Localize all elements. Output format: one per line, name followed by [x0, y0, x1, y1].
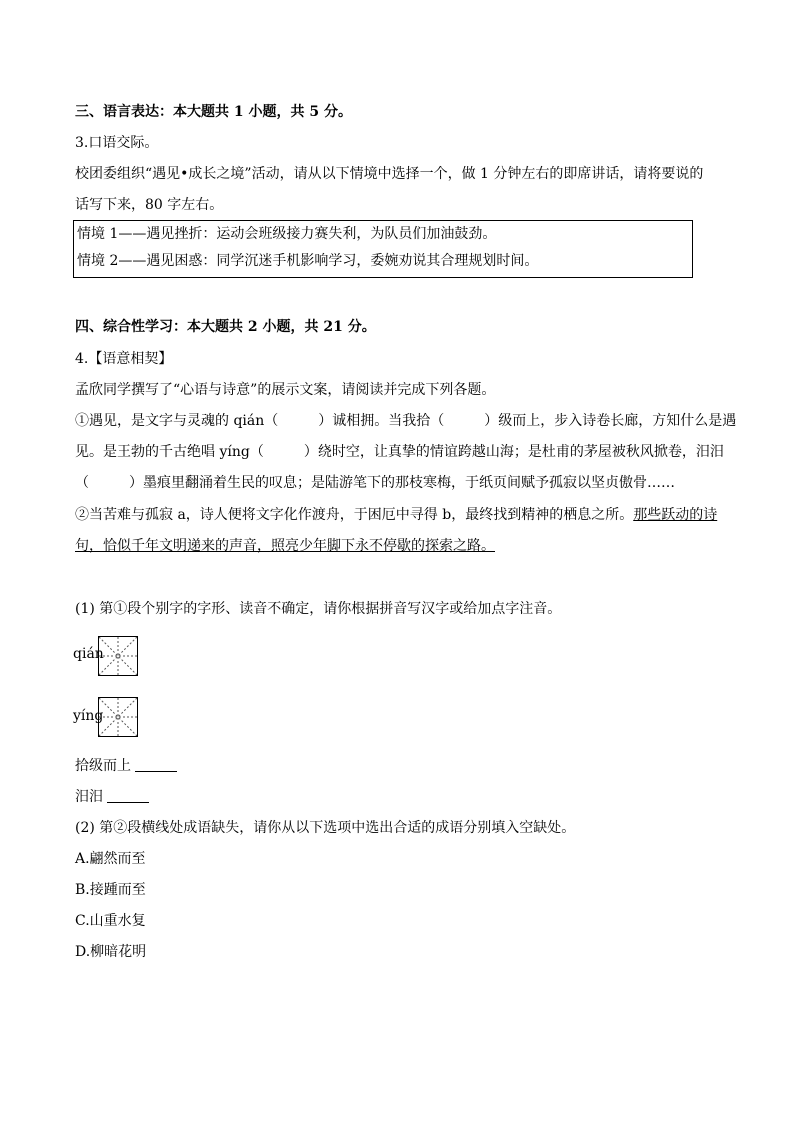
- p1-part-a: ①遇见，是文字与灵魂的 qián（: [75, 413, 279, 429]
- p2-underlined-sentence-start: 那些跃动的诗: [633, 507, 718, 523]
- question-4-intro: 孟欣同学撰写了“心语与诗意”的展示文案，请阅读并完成下列各题。: [75, 382, 496, 398]
- question-3-intro-line-1: 校团委组织“遇见•成长之境”活动，请从以下情境中选择一个，做 1 分钟左右的即席讲话，请将要说的: [75, 166, 704, 182]
- option-b: B.接踵而至: [75, 882, 146, 898]
- writing-grid-1[interactable]: [98, 636, 138, 676]
- sub-question-2: (2) 第②段横线处成语缺失，请你从以下选项中选出合适的成语分别填入空缺处。: [75, 820, 576, 836]
- option-d: D.柳暗花明: [75, 944, 147, 960]
- option-c: C.山重水复: [75, 913, 146, 929]
- fill-item-1: [75, 756, 177, 776]
- p2-underlined-sentence-end: 句，恰似千年文明递来的声音，照亮少年脚下永不停歇的探索之路。: [75, 538, 495, 554]
- grid-guide-lines-2: [99, 698, 137, 736]
- p1-line2-part-b: ）绕时空，让真挚的情谊跨越山海；是杜甫的茅屋被秋风掀卷，汨汨: [303, 444, 724, 460]
- paragraph-1-line-3: [75, 473, 675, 493]
- section-3-title: 三、语言表达：本大题共 1 小题，共 5 分。: [75, 104, 352, 120]
- pinyin-label-2: yíng: [73, 708, 104, 724]
- p1-part-b: ）诚相拥。当我拾（: [318, 413, 445, 429]
- fill-item-2-label: 汨汨: [75, 789, 103, 805]
- fill-blank-2[interactable]: [107, 788, 149, 803]
- scenario-2: 情境 2——遇见困惑：同学沉迷手机影响学习，委婉劝说其合理规划时间。: [77, 253, 539, 269]
- p1-line2-part-a: 见。是王勃的千古绝唱 yíng（: [75, 444, 264, 460]
- p1-line3-part-a: （: [75, 475, 89, 491]
- question-3-intro-line-2: 话写下来，80 字左右。: [75, 197, 224, 213]
- pinyin-label-1: qián: [73, 646, 104, 662]
- grid-guide-lines-1: [99, 637, 137, 675]
- writing-grid-2[interactable]: [98, 697, 138, 737]
- fill-item-1-label: 拾级而上: [75, 758, 131, 774]
- section-4-title: 四、综合性学习：本大题共 2 小题，共 21 分。: [75, 319, 376, 335]
- paragraph-2-line-2: [75, 536, 495, 556]
- fill-blank-1[interactable]: [135, 757, 177, 772]
- sub-question-1: (1) 第①段个别字的字形、读音不确定，请你根据拼音写汉字或给加点字注音。: [75, 601, 562, 617]
- p1-part-c: ）级而上，步入诗卷长廊，方知什么是遇: [484, 413, 737, 429]
- scenario-1: 情境 1——遇见挫折：运动会班级接力赛失利，为队员们加油鼓劲。: [77, 226, 497, 242]
- p2-text: ②当苦难与孤寂 a，诗人便将文字化作渡舟，于困厄中寻得 b，最终找到精神的栖息之所。: [75, 507, 634, 523]
- option-a: A.翩然而至: [75, 851, 146, 867]
- scenario-box: [73, 220, 693, 278]
- fill-item-2: [75, 787, 149, 807]
- question-4-number: 4.【语意相契】: [75, 351, 173, 367]
- paragraph-1-line-2: [75, 442, 724, 462]
- paragraph-2-line-1: [75, 505, 717, 525]
- p1-line3-part-b: ）墨痕里翻涌着生民的叹息；是陆游笔下的那枝寒梅，于纸页间赋予孤寂以坚贞傲骨……: [129, 475, 675, 491]
- question-3-number: 3.口语交际。: [75, 135, 159, 151]
- paragraph-1-line-1: [75, 411, 736, 431]
